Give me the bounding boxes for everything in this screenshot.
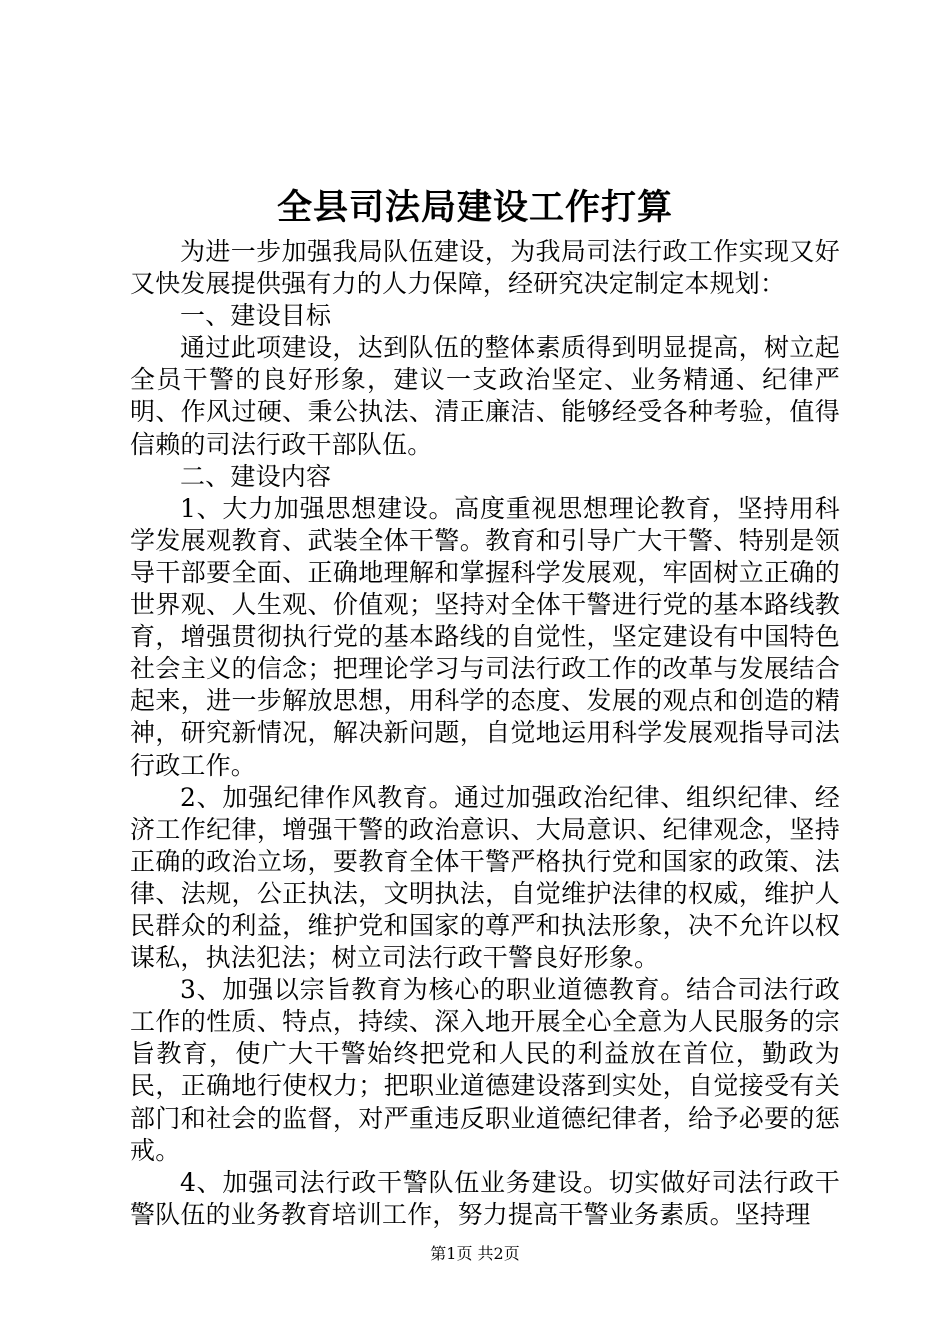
document-title: 全县司法局建设工作打算: [276, 187, 673, 228]
paragraph-item-3: 3、加强以宗旨教育为核心的职业道德教育。结合司法行政工作的性质、特点，持续、深入地开展全心全意为人民服务的宗旨教育，使广大干警始终把党和人民的利益放在首位，勤政为民，正确地行使权力；把职业道德建设落到实处，自觉接受有关部门和社会的监督，对严重违反职业道德纪律者，给予必要的惩戒。: [130, 975, 840, 1165]
paragraph-item-4: 4、加强司法行政干警队伍业务建设。切实做好司法行政干警队伍的业务教育培训工作，努力提高干警业务素质。坚持理: [130, 1167, 840, 1229]
paragraph-intro: 为进一步加强我局队伍建设，为我局司法行政工作实现又好又快发展提供强有力的人力保障，经研究决定制定本规划：: [130, 237, 840, 299]
page-footer: 第1页 共2页: [430, 1244, 520, 1263]
section-heading-goals: 一、建设目标: [180, 301, 332, 331]
section-heading-content: 二、建设内容: [180, 461, 332, 491]
paragraph-item-2: 2、加强纪律作风教育。通过加强政治纪律、组织纪律、经济工作纪律，增强干警的政治意识、大局意识、纪律观念，坚持正确的政治立场，要教育全体干警严格执行党和国家的政策、法律、法规，公正执法，文明执法，自觉维护法律的权威，维护人民群众的利益，维护党和国家的尊严和执法形象，决不允许以权谋私，执法犯法；树立司法行政干警良好形象。: [130, 782, 840, 973]
paragraph-item-1: 1、大力加强思想建设。高度重视思想理论教育，坚持用科学发展观教育、武装全体干警。教育和引导广大干警、特别是领导干部要全面、正确地理解和掌握科学发展观，牢固树立正确的世界观、人生观、价值观；坚持对全体干警进行党的基本路线教育，增强贯彻执行党的基本路线的自觉性，坚定建设有中国特色社会主义的信念；把理论学习与司法行政工作的改革与发展结合起来，进一步解放思想，用科学的态度、发展的观点和创造的精神，研究新情况，解决新问题，自觉地运用科学发展观指导司法行政工作。: [130, 493, 840, 780]
paragraph-goals: 通过此项建设，达到队伍的整体素质得到明显提高，树立起全员干警的良好形象，建议一支政治坚定、业务精通、纪律严明、作风过硬、秉公执法、清正廉洁、能够经受各种考验，值得信赖的司法行政干部队伍。: [130, 333, 840, 459]
document-body: [130, 236, 840, 1231]
